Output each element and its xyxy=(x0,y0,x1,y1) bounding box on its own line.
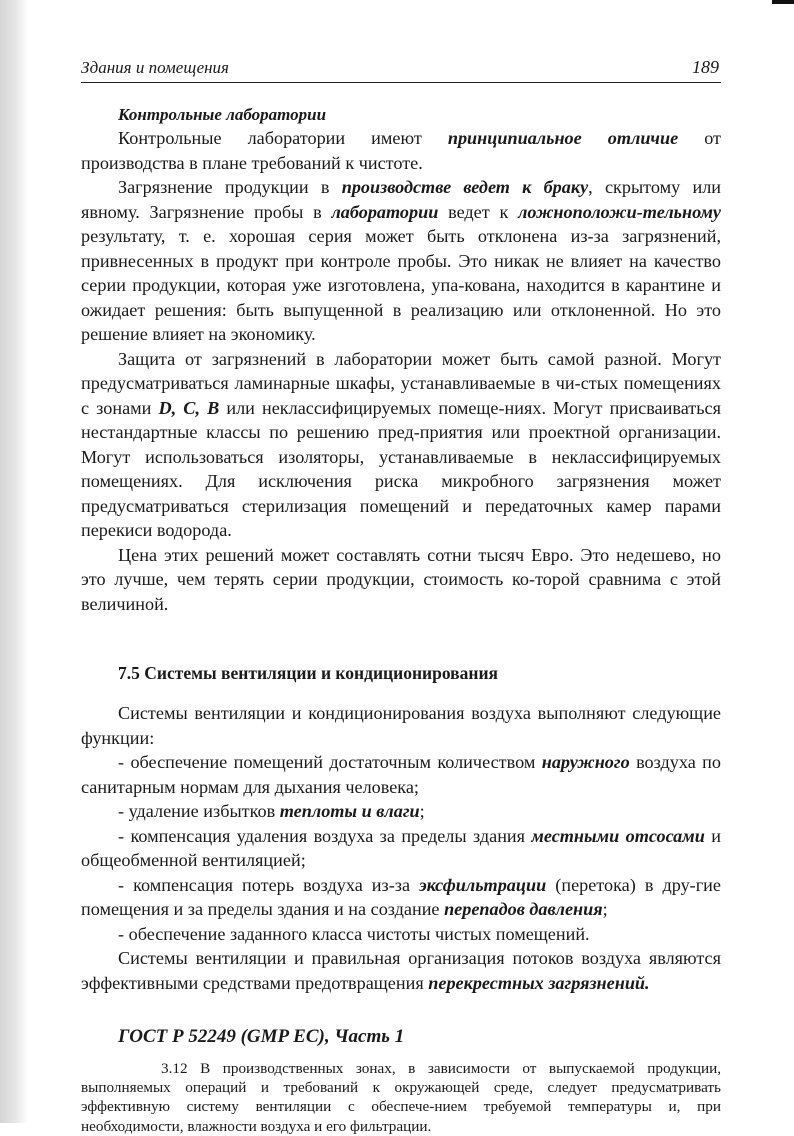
list-item: - обеспечение заданного класса чистоты чистых помещений. xyxy=(118,923,590,944)
emphasis: перепадов давления xyxy=(444,899,603,919)
header-rule xyxy=(81,82,721,83)
emphasis: принципиальное отличие xyxy=(447,128,679,148)
gost-quote: 3.12 В производственных зонах, в зависимости от выпускаемой продукции, выполняемых операций и требований к окружающей среде, следует предусматривать эффективную систему вентиляции с обеспече-нием требуемой температуры и, при необходимости, влажности воздуха и его фильтрации. xyxy=(81,1060,721,1135)
emphasis: ложноположи-тельному xyxy=(518,201,721,222)
list-item: - удаление избытков теплоты и влаги; xyxy=(118,801,425,821)
paragraph-4: Цена этих решений может составлять сотни тысяч Евро. Это недешево, но это лучше, чем терять серии продукции, стоимость ко-торой сравнима с этой величиной. xyxy=(81,544,721,614)
emphasis: местными отсосами xyxy=(531,825,705,846)
list-item: - обеспечение помещений достаточным количеством наружного воздуха по санитарным нормам для дыхания человека; xyxy=(81,752,721,797)
paragraph-2: Загрязнение продукции в производстве ведет к браку, скрытому или явному. Загрязнение пробы в лаборатории ведет к ложноположи-тельному результату, т. е. хорошая серия может быть отклонена из-за загрязнений, привнесенных в продукт при контроле пробы. Это никак не влияет на качество серии продукции, которая уже изготовлена, упа-кована, находится в карантине и ожидает решения: быть выпущенной в реализацию или отклоненной. Но это решение влияет на экономику. xyxy=(81,177,722,344)
running-header xyxy=(81,58,721,82)
emphasis: лаборатории xyxy=(331,201,439,222)
paragraph-3: Защита от загрязнений в лаборатории может быть самой разной. Могут предусматриваться ламинарные шкафы, устанавливаемые в чи-стых помещениях с зонами D, C, B или неклассифицируемых помеще-ниях. Могут присваиваться нестандартные классы по решению пред-приятия или проектной организации. Могут использоваться изоляторы, устанавливаемые в неклассифицируемых помещениях. Для исключения риска микробного загрязнения может предусматриваться стерилизация помещений и передаточных камер парами перекиси водорода. xyxy=(81,348,721,540)
emphasis: эксфильтрации xyxy=(419,874,547,895)
emphasis: теплоты и влаги xyxy=(279,801,420,821)
page-edge-shadow xyxy=(0,0,28,1123)
subsection-title: Контрольные лаборатории xyxy=(118,105,327,124)
page-content xyxy=(81,104,721,1136)
emphasis: наружного xyxy=(541,752,630,772)
paragraph-1: Контрольные лаборатории имеют принципиальное отличие от производства в плане требований к чистоте. xyxy=(81,128,722,173)
emphasis: D, C, B xyxy=(158,397,220,418)
list-item: - компенсация потерь воздуха из-за эксфильтрации (перетока) в дру-гие помещения и за пределы здания и на создание перепадов давления; xyxy=(81,874,721,919)
emphasis: перекрестных загрязнений. xyxy=(428,972,650,993)
section-intro: Системы вентиляции и кондиционирования воздуха выполняют следующие функции: xyxy=(81,703,721,748)
list-item: - компенсация удаления воздуха за пределы здания местными отсосами и общеобменной вентиляцией; xyxy=(81,825,721,870)
running-header-title: Здания и помещения xyxy=(81,58,229,77)
emphasis: производстве ведет к браку xyxy=(341,177,589,197)
section-title: 7.5 Системы вентиляции и кондиционирования xyxy=(118,663,498,683)
scan-corner-mark xyxy=(772,0,794,4)
page-number: 189 xyxy=(692,57,719,77)
gost-title: ГОСТ Р 52249 (GMP ЕС), Часть 1 xyxy=(118,1026,405,1047)
section-closing: Системы вентиляции и правильная организация потоков воздуха являются эффективными средствами предотвращения перекрестных загрязнений. xyxy=(81,948,721,993)
